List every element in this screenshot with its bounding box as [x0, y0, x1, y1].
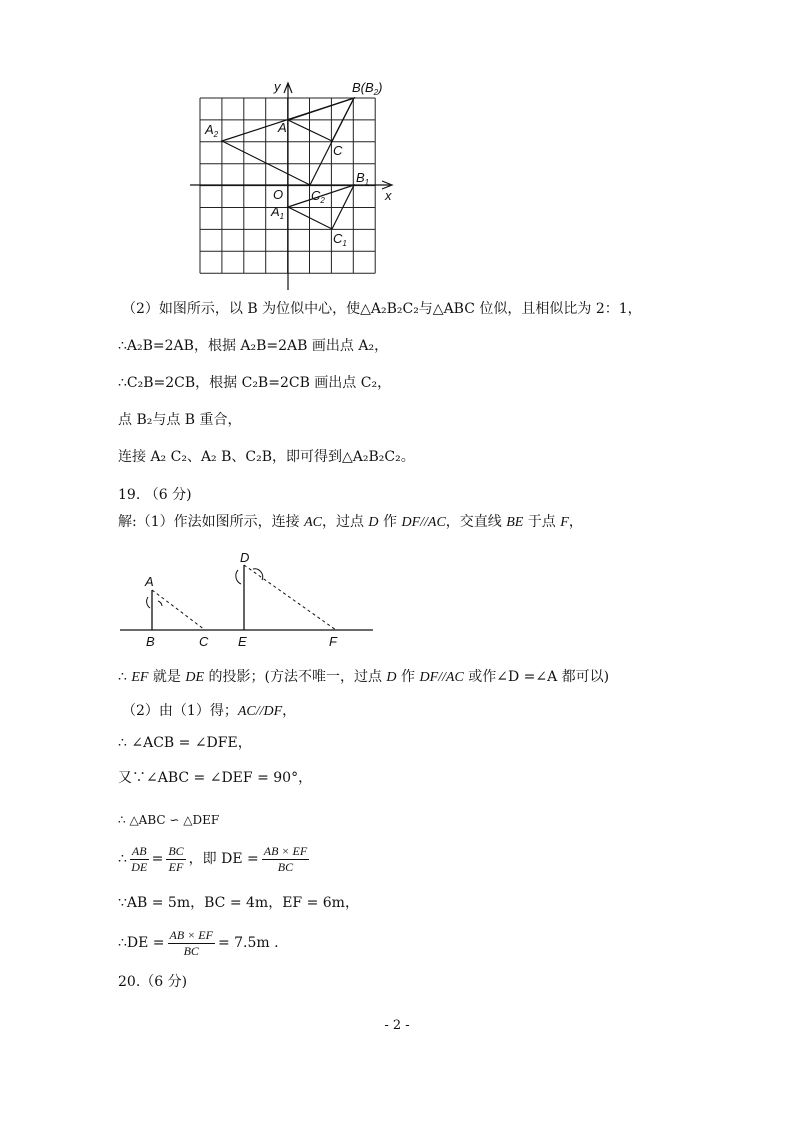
question-19-header: 19. （6 分) — [118, 487, 192, 503]
coordinate-grid-figure — [0, 0, 794, 300]
point-c1-label: $C_1$ — [333, 231, 347, 248]
fraction-bc-over-ef: $\frac{BC}{EF}$ — [168, 843, 184, 874]
question-19-solution-line2: ∴ EF 就是 DE 的投影；(方法不唯一，过点 D 作 DF//AC 或作∠D =∠A 都可以) — [118, 669, 610, 685]
question-19-solution-line7: ∴ $\frac{AB}{DE}$ = $\frac{BC}{EF}$ ，即 DE = $\frac{AB \times EF}{BC}$ — [118, 843, 308, 874]
point-b-b2-label: $B(B_2)$ — [352, 80, 383, 97]
part2-line4: 点 B₂与点 B 重合， — [118, 412, 242, 428]
origin-label: O — [273, 187, 284, 202]
label-c: C — [199, 634, 209, 649]
fraction-abef-over-bc: $\frac{AB \times EF}{BC}$ — [263, 843, 308, 874]
fraction-abef-over-bc-2: $\frac{AB \times EF}{BC}$ — [169, 927, 213, 958]
point-c2-label: $C_2$ — [311, 188, 325, 205]
point-b1-label: $B_1$ — [356, 170, 370, 187]
label-b: B — [146, 634, 155, 649]
shadow-line-ac — [152, 590, 205, 630]
question-19-solution-line9: ∴DE = $\frac{AB \times EF}{BC}$ = 7.5m . — [118, 927, 279, 958]
x-axis-label: x — [385, 188, 392, 203]
point-a-label: A — [278, 120, 287, 135]
arc-a2 — [158, 601, 162, 606]
question-19-solution-line5: 又∵∠ABC = ∠DEF = 90°， — [118, 770, 313, 786]
arc-d2 — [253, 569, 263, 580]
question-20-header: 20.（6 分) — [118, 974, 188, 990]
point-a2-label: $A_2$ — [205, 122, 219, 139]
page-number: - 2 - — [384, 1018, 410, 1033]
part2-line5: 连接 A₂ C₂、A₂ B、C₂B，即可得到△A₂B₂C₂。 — [118, 449, 415, 465]
label-f: F — [329, 634, 337, 649]
point-a1-label: $A_1$ — [271, 204, 285, 221]
question-19-solution-line6: ∴ △ABC ∽ △DEF — [118, 813, 220, 827]
part2-line1: （2）如图所示，以 B 为位似中心，使△A₂B₂C₂与△ABC 位似，且相似比为 2：1， — [122, 301, 642, 317]
part2-line3: ∴C₂B=2CB，根据 C₂B=2CB 画出点 C₂， — [118, 375, 392, 391]
axes — [190, 83, 392, 290]
question-19-solution-line4: ∴ ∠ACB = ∠DFE， — [118, 735, 252, 751]
label-e: E — [238, 634, 247, 649]
arc-a — [147, 597, 150, 608]
label-d: D — [240, 550, 250, 565]
y-axis-label: y — [274, 79, 281, 94]
question-19-solution-line8: ∵AB = 5m，BC = 4m，EF = 6m， — [118, 895, 359, 911]
question-19-solution-line3: （2）由（1）得；AC//DF， — [122, 703, 297, 719]
fraction-ab-over-de: $\frac{AB}{DE}$ — [131, 843, 148, 874]
arc-d — [236, 570, 241, 584]
label-a: A — [145, 574, 154, 589]
part2-line2: ∴A₂B=2AB，根据 A₂B=2AB 画出点 A₂， — [118, 338, 389, 354]
projection-figure — [0, 540, 794, 660]
shadow-line-df — [244, 565, 336, 630]
question-19-solution-line1: 解:（1）作法如图所示，连接 AC，过点 D 作 DF//AC，交直线 BE 于点 F， — [118, 514, 583, 530]
point-c-label: C — [333, 143, 343, 158]
